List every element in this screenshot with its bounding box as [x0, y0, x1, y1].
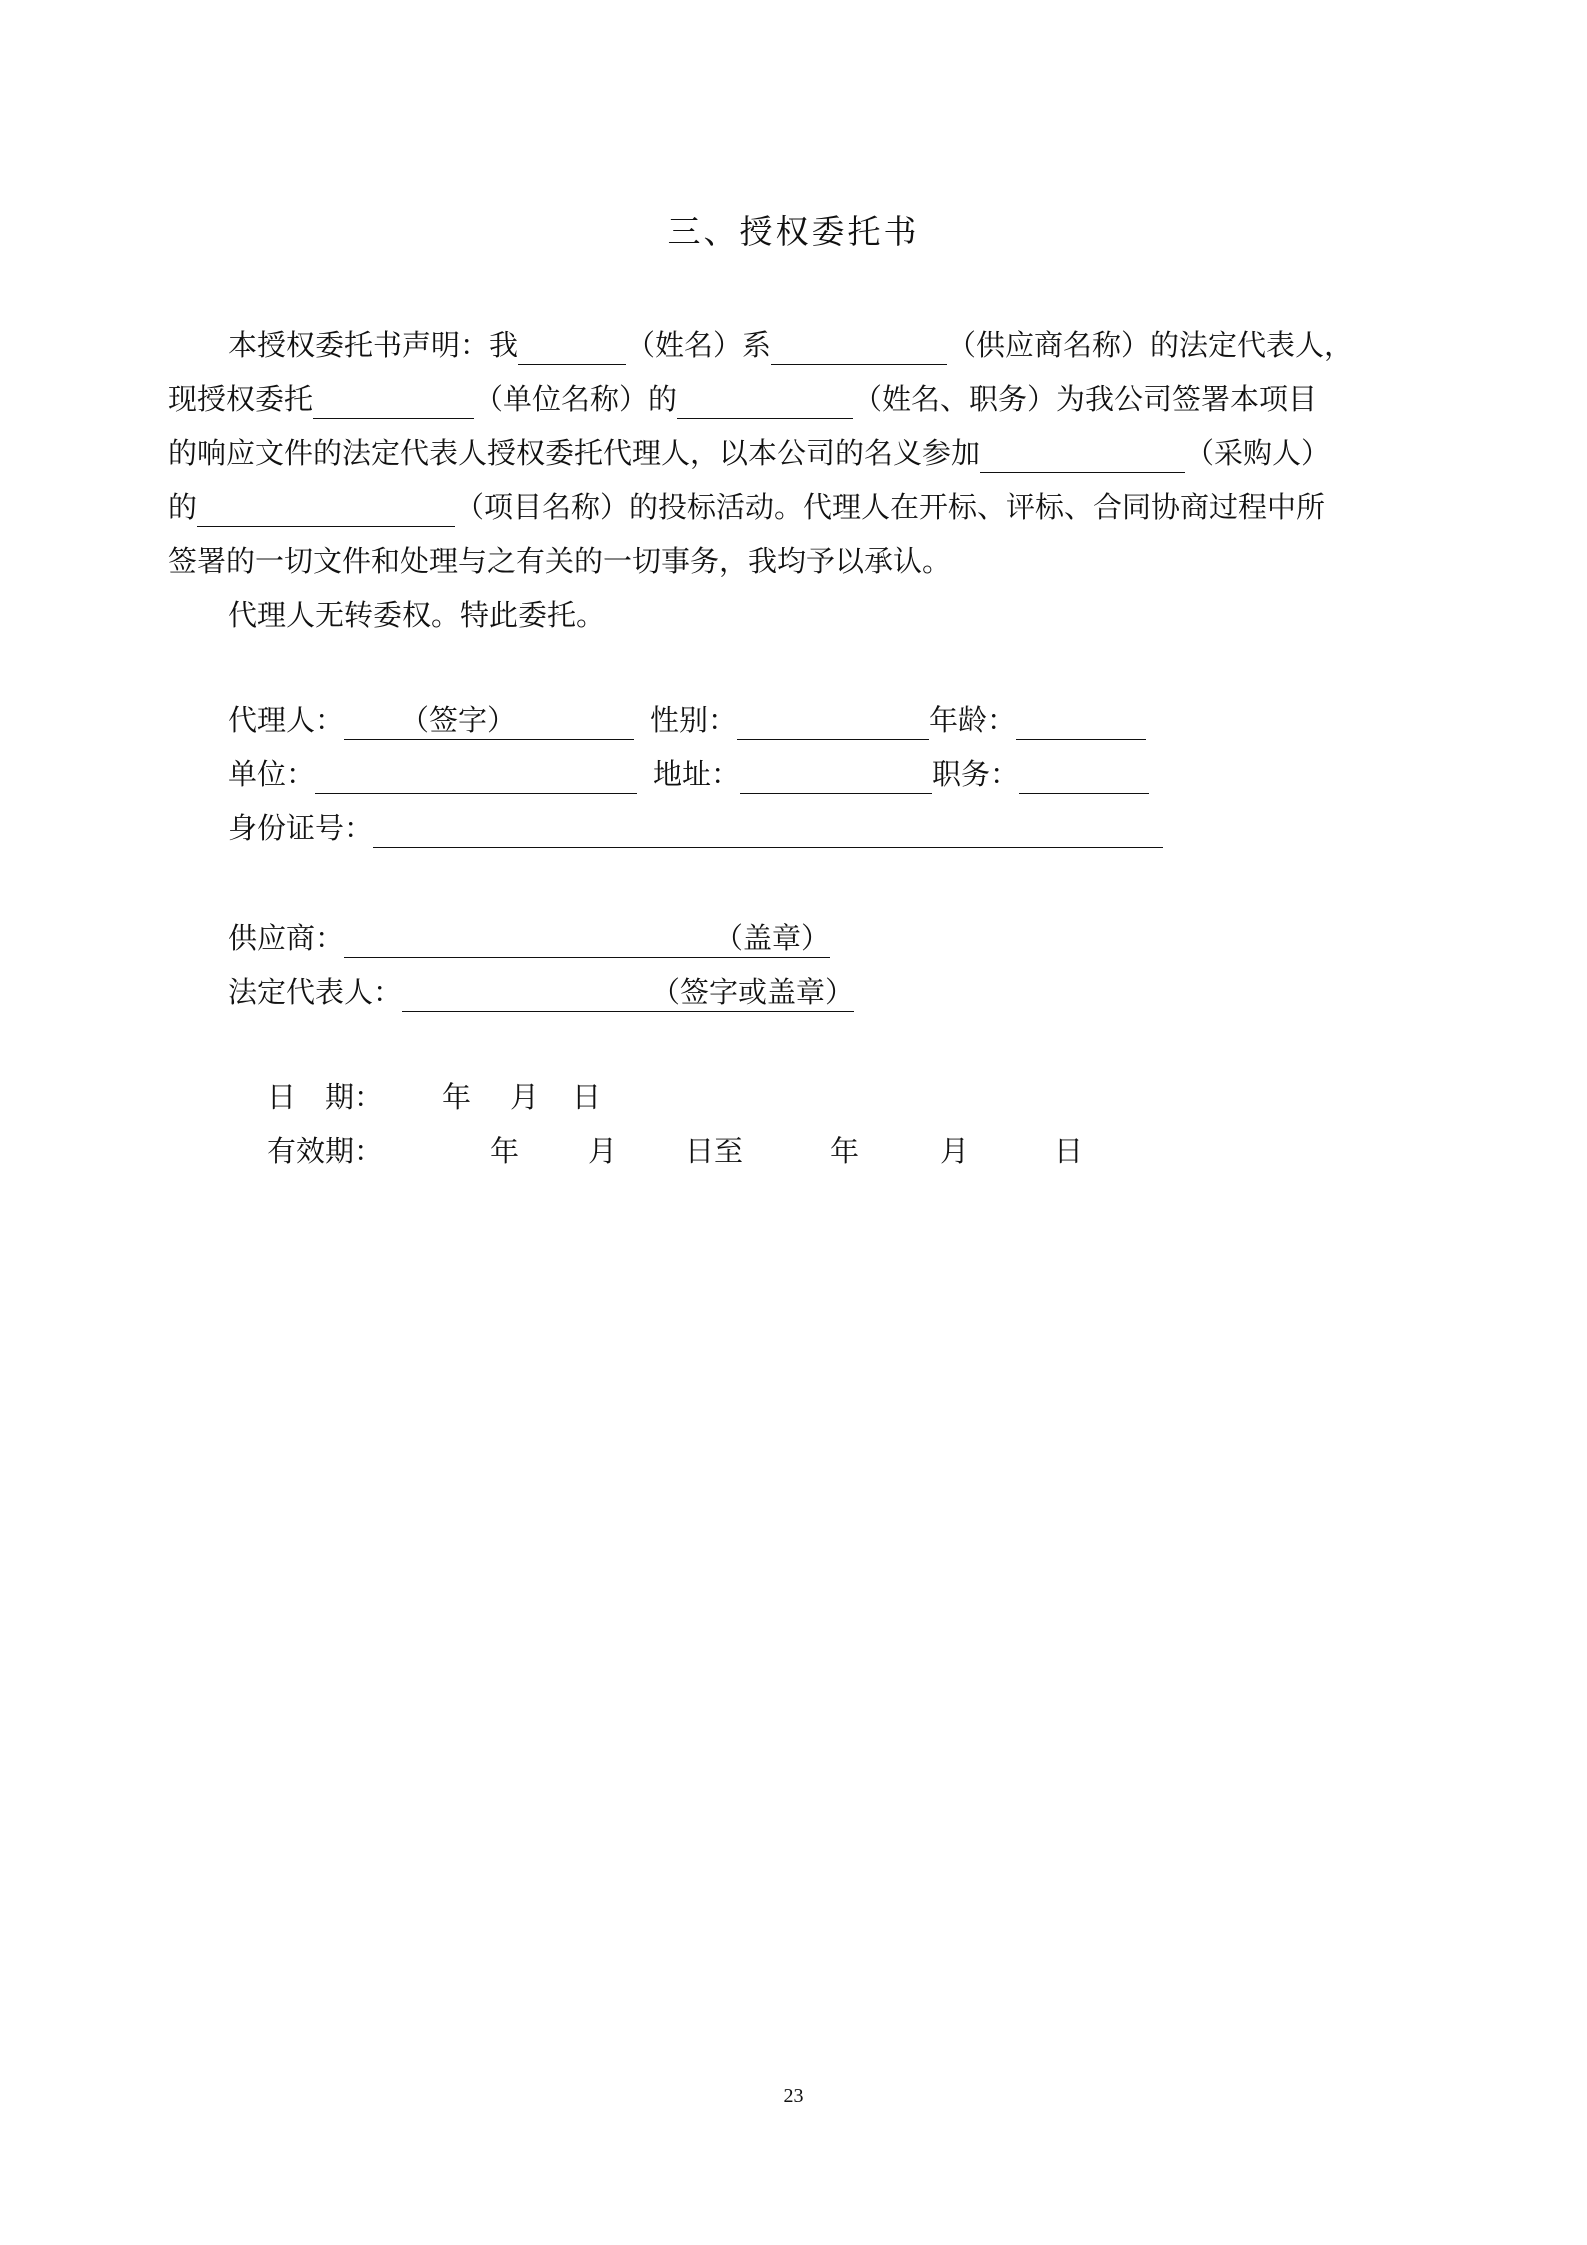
id-label: 身份证号： [228, 811, 374, 845]
legal-rep-sign-hint: （签字或盖章） [651, 975, 855, 1009]
document-title: 三、授权委托书 [667, 212, 920, 251]
supplier-label: 供应商： [228, 921, 345, 955]
validity-day-2: 日 [1054, 1134, 1084, 1168]
legal-rep-label: 法定代表人： [228, 975, 403, 1009]
unit-row [228, 754, 1149, 794]
position-blank [1019, 761, 1149, 794]
date-label: 日 期： [267, 1080, 384, 1114]
legal-rep-sign-field [402, 973, 854, 1012]
address-label: 地址： [653, 757, 741, 791]
date-day: 日 [572, 1080, 602, 1114]
agent-label: 代理人： [228, 703, 345, 737]
supplier-name-blank [771, 332, 947, 365]
gender-blank [737, 707, 929, 740]
paragraph-line-1 [228, 325, 1353, 365]
position-label: 职务： [932, 757, 1020, 791]
text-supplier-hint: （供应商名称）的法定代表人， [947, 328, 1354, 362]
date-year: 年 [442, 1080, 472, 1114]
validity-year-2: 年 [830, 1134, 860, 1168]
text-response-docs: 的响应文件的法定代表人授权委托代理人，以本公司的名义参加 [168, 436, 981, 470]
address-blank [740, 761, 932, 794]
paragraph-line-2 [168, 379, 1317, 419]
page-number: 23 [783, 2085, 804, 2107]
validity-month-2: 月 [940, 1134, 970, 1168]
id-row [228, 808, 1163, 848]
legal-rep-row [228, 972, 854, 1012]
validity-month-1: 月 [588, 1134, 618, 1168]
date-row [267, 1077, 602, 1117]
supplier-row [228, 918, 830, 958]
age-label: 年龄： [929, 703, 1017, 737]
unit-name-blank [313, 386, 474, 419]
text-of: 的 [168, 490, 198, 524]
unit-label: 单位： [228, 757, 316, 791]
validity-year-1: 年 [490, 1134, 520, 1168]
id-number-blank [373, 815, 1163, 848]
text-name-position-hint: （姓名、职务）为我公司签署本项目 [853, 382, 1318, 416]
paragraph-line-5: 签署的一切文件和处理与之有关的一切事务，我均予以承认。 [168, 544, 952, 578]
text-purchaser-hint: （采购人） [1185, 436, 1331, 470]
gender-label: 性别： [650, 703, 738, 737]
paragraph-line-4 [168, 487, 1325, 527]
text-authorize: 现授权委托 [168, 382, 314, 416]
text-declaration: 本授权委托书声明：我 [228, 328, 519, 362]
supplier-seal-field [344, 919, 830, 958]
project-name-blank [197, 494, 455, 527]
validity-row [267, 1131, 1097, 1171]
paragraph-line-6: 代理人无转委权。特此委托。 [228, 598, 606, 632]
paragraph-line-3 [168, 433, 1330, 473]
name-position-blank [677, 386, 853, 419]
name-blank [518, 332, 626, 365]
validity-label: 有效期： [267, 1134, 384, 1168]
supplier-seal-hint: （盖章） [714, 921, 831, 955]
agent-sign-hint: （签字） [400, 703, 517, 737]
validity-day-to: 日至 [685, 1134, 744, 1168]
agent-row [228, 700, 1146, 740]
date-month: 月 [510, 1080, 540, 1114]
purchaser-blank [980, 440, 1185, 473]
text-name-hint: （姓名）系 [626, 328, 772, 362]
unit-blank [315, 761, 637, 794]
text-unit-hint: （单位名称）的 [474, 382, 678, 416]
age-blank [1016, 707, 1146, 740]
agent-signature-field [344, 701, 634, 740]
text-project-hint: （项目名称）的投标活动。代理人在开标、评标、合同协商过程中所 [455, 490, 1326, 524]
